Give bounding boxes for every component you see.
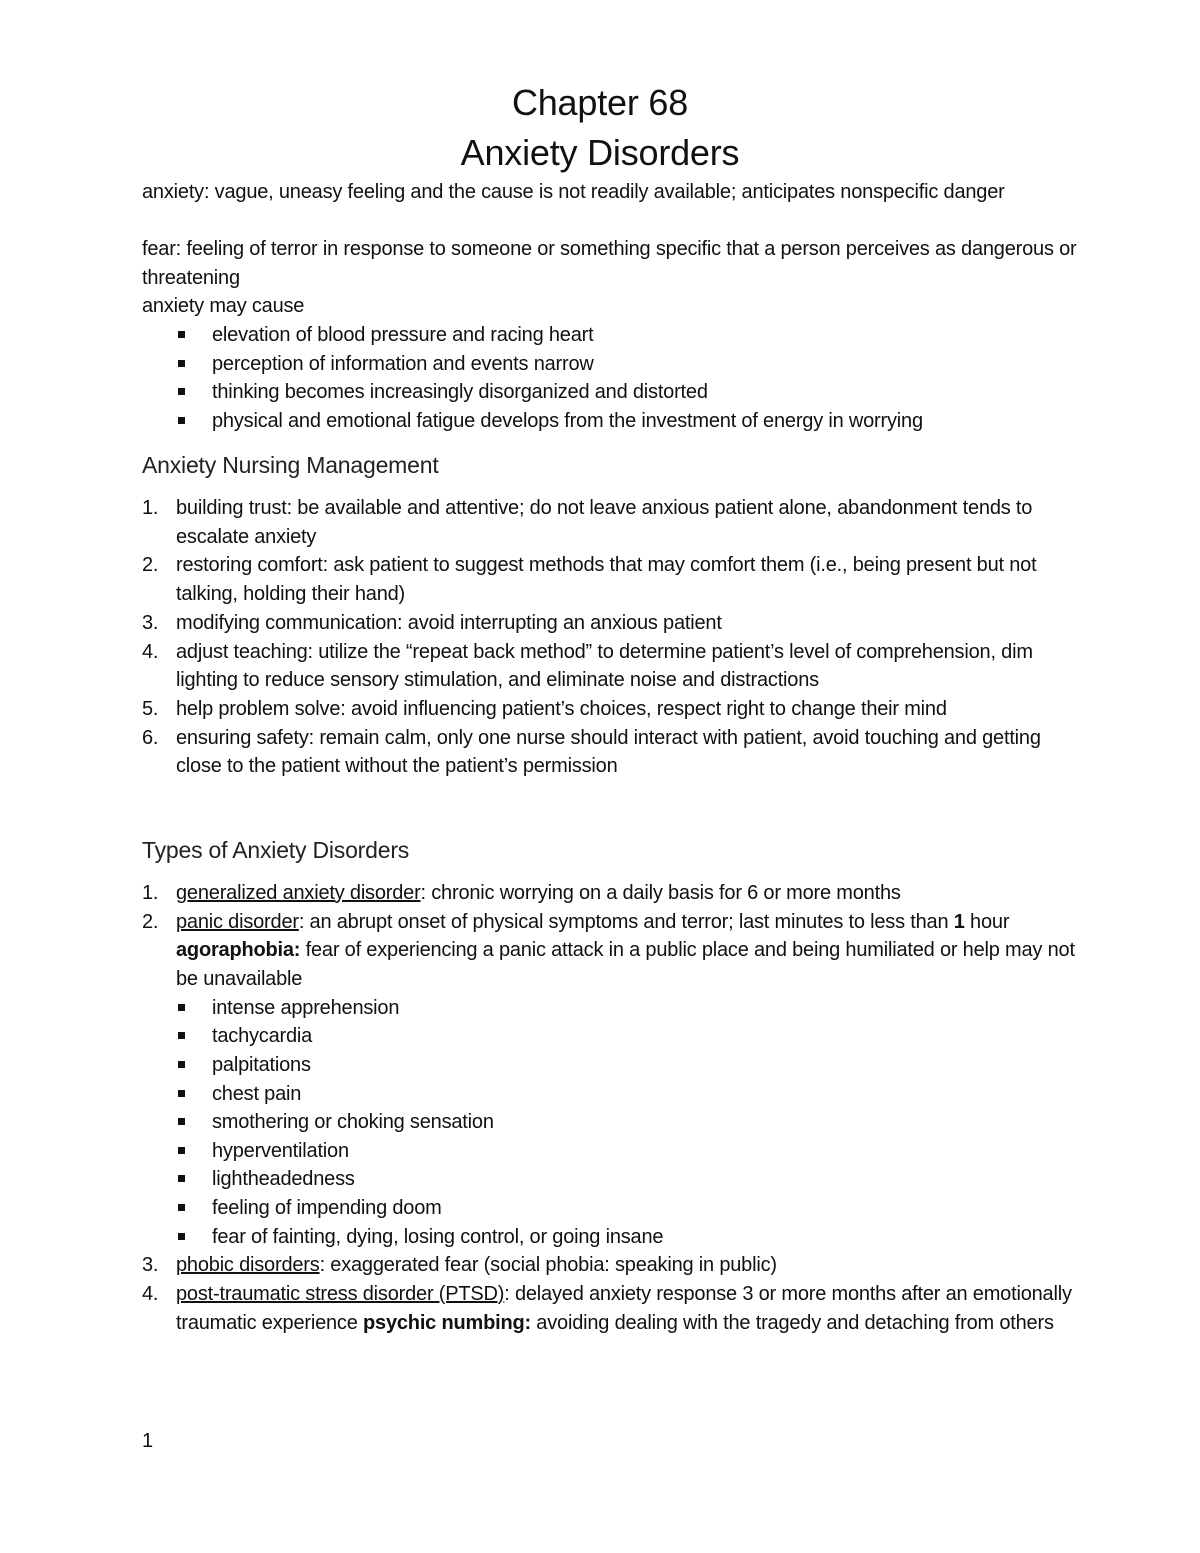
list-item: 4. post-traumatic stress disorder (PTSD): delayed anxiety response 3 or more months after an emotionally traumatic experience psychic numbing: avoiding dealing with the tragedy and detaching from others [142, 1282, 1072, 1334]
anxiety-definition: anxiety: vague, uneasy feeling and the cause is not readily available; anticipates nonspecific danger [142, 181, 1005, 203]
bullet-square-icon [178, 331, 185, 338]
list-item: hyperventilation [142, 1137, 1082, 1166]
list-item: 2. restoring comfort: ask patient to suggest methods that may comfort them (i.e., being present but not talking, holding their hand) [142, 554, 1037, 606]
bullet-square-icon [178, 360, 185, 367]
list-item: perception of information and events narrow [142, 350, 1082, 379]
bullet-square-icon [178, 1004, 185, 1011]
page-number: 1 [142, 1430, 153, 1452]
ptsd-term: post-traumatic stress disorder (PTSD) [176, 1282, 505, 1305]
chapter-title: Chapter 68 [511, 82, 689, 123]
list-item: 1. generalized anxiety disorder: chronic worrying on a daily basis for 6 or more months [142, 882, 901, 904]
list-item: physical and emotional fatigue develops from the investment of energy in worrying [142, 407, 1082, 436]
list-item: 3. modifying communication: avoid interrupting an anxious patient [142, 611, 722, 634]
management-list [142, 494, 1082, 781]
bullet-square-icon [178, 1204, 185, 1211]
bullet-square-icon [178, 1090, 185, 1097]
list-item: fear of fainting, dying, losing control, or going insane [142, 1223, 1082, 1252]
bullet-square-icon [178, 388, 185, 395]
bullet-square-icon [178, 1032, 185, 1039]
list-item: elevation of blood pressure and racing heart [142, 321, 1082, 350]
list-item: smothering or choking sensation [142, 1108, 1082, 1137]
panic-term: panic disorder [176, 910, 299, 933]
bullet-square-icon [178, 1233, 185, 1240]
list-item: lightheadedness [142, 1165, 1082, 1194]
anxiety-effects-list [142, 321, 1082, 435]
bullet-square-icon [178, 1118, 185, 1125]
management-heading: Anxiety Nursing Management [142, 452, 439, 478]
panic-symptoms-list [142, 994, 1082, 1251]
agoraphobia-term: agoraphobia: [176, 939, 301, 962]
anxiety-may-cause-label: anxiety may cause [142, 295, 305, 317]
types-heading: Types of Anxiety Disorders [142, 837, 410, 863]
psychic-numbing-term: psychic numbing: [363, 1311, 531, 1334]
chapter-subtitle: Anxiety Disorders [460, 132, 740, 173]
list-item: tachycardia [142, 1022, 1082, 1051]
bullet-square-icon [178, 417, 185, 424]
fear-definition: fear: feeling of terror in response to someone or something specific that a person perceives as dangerous or threatening [142, 238, 1077, 289]
types-list [142, 879, 1082, 1337]
list-item: chest pain [142, 1080, 1082, 1109]
bullet-square-icon [178, 1175, 185, 1182]
list-item: intense apprehension [142, 994, 1082, 1023]
list-item: 1. building trust: be available and attentive; do not leave anxious patient alone, abandonment tends to escalate anxiety [142, 497, 1033, 548]
list-item: thinking becomes increasingly disorganized and distorted [142, 378, 1082, 407]
list-item: 4. adjust teaching: utilize the “repeat back method” to determine patient’s level of comprehension, dim lighting to reduce sensory stimulation, and eliminate noise and distractions [142, 640, 1033, 692]
bullet-square-icon [178, 1061, 185, 1068]
list-item: feeling of impending doom [142, 1194, 1082, 1223]
list-item: 2. panic disorder: an abrupt onset of physical symptoms and terror; last minutes to less than 1 hour agoraphobia: fear of experiencing a panic attack in a public place and being humiliated or help may not be unavailable intense apprehension tachycardia palpitations chest pain smothering or choking sensation hyperventilation lightheadedness feeling of impending doom fear of fainting, dying, losing control, or going insane [142, 908, 1082, 1251]
phobic-term: phobic disorders [176, 1254, 320, 1277]
bullet-square-icon [178, 1147, 185, 1154]
list-item: palpitations [142, 1051, 1082, 1080]
list-item: 5. help problem solve: avoid influencing patient’s choices, respect right to change their mind [142, 697, 947, 720]
gad-term: generalized anxiety disorder [176, 882, 421, 904]
list-item: 6. ensuring safety: remain calm, only one nurse should interact with patient, avoid touching and getting close to the patient without the patient’s permission [142, 726, 1041, 778]
list-item: 3. phobic disorders: exaggerated fear (social phobia: speaking in public) [142, 1254, 777, 1277]
